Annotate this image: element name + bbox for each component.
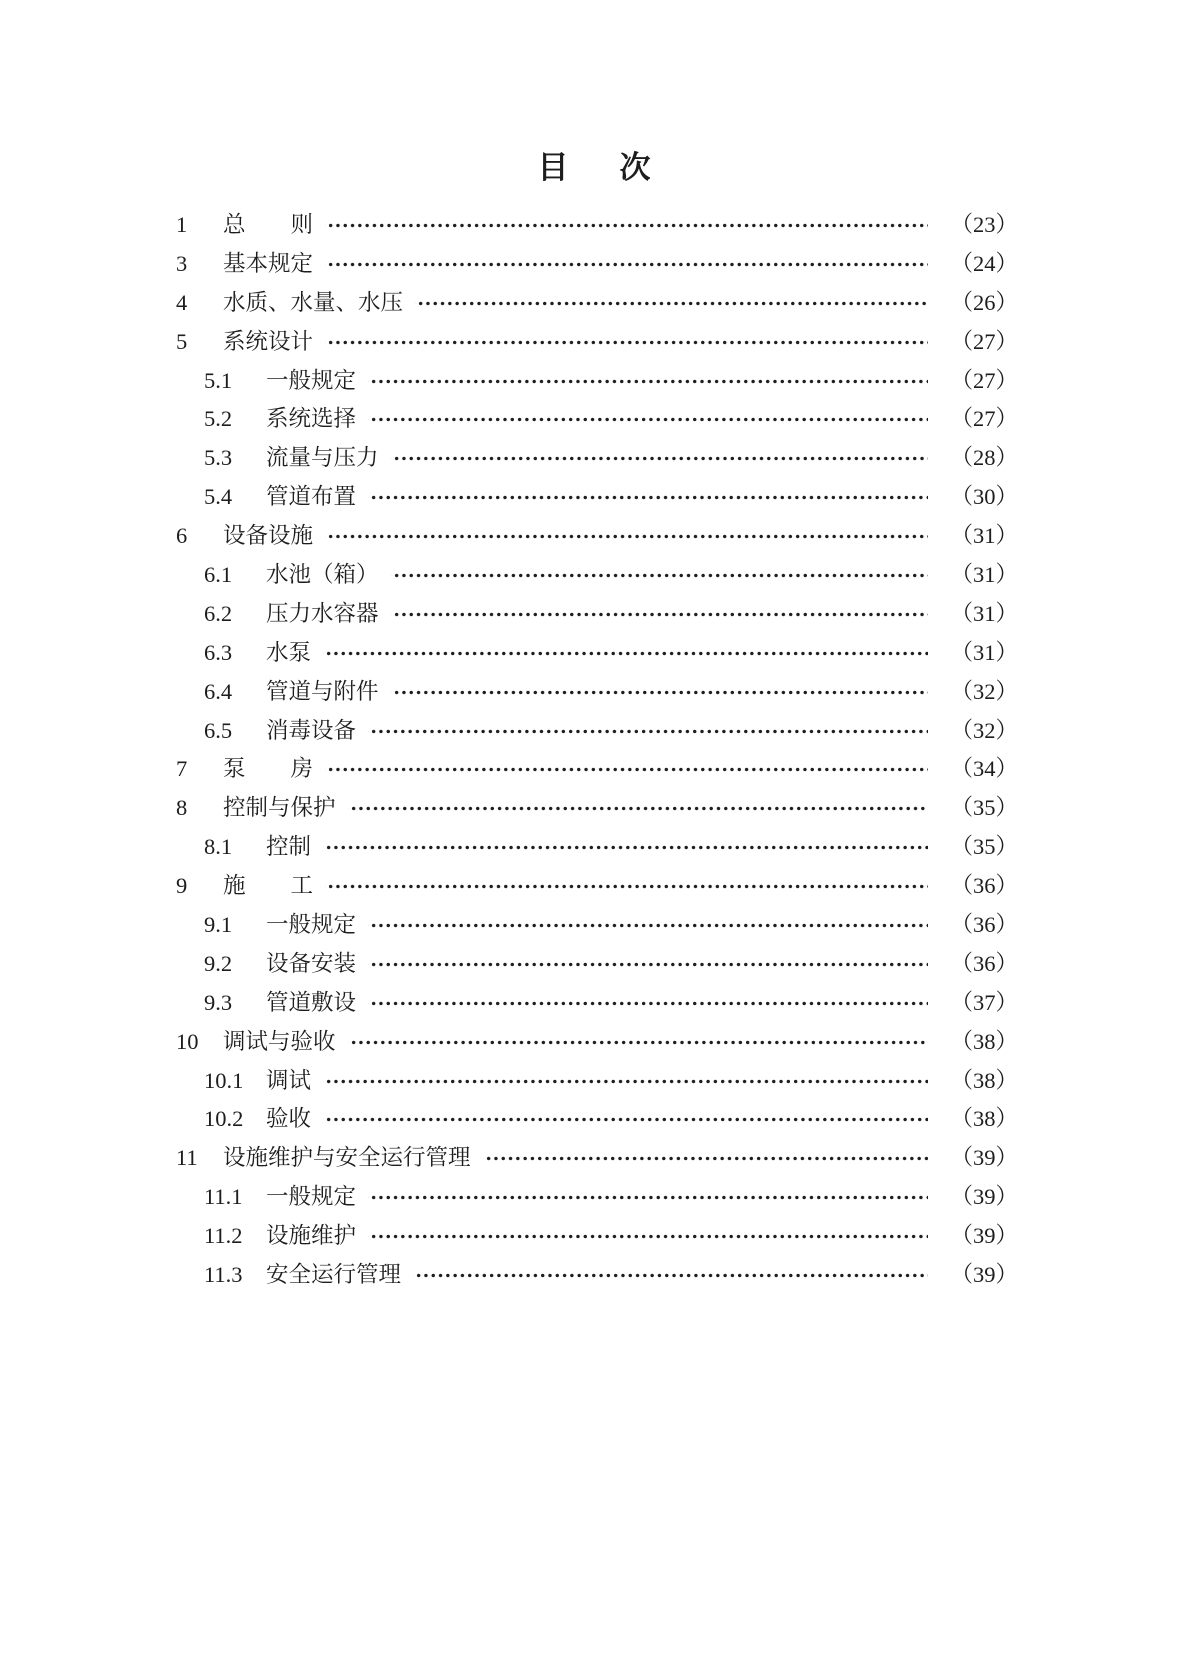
toc-entry bbox=[176, 1023, 1018, 1062]
toc-entry-title: 一般规定 bbox=[266, 367, 357, 393]
toc-entry-title: 泵 房 bbox=[223, 756, 314, 782]
toc-entry-title: 消毒设备 bbox=[266, 717, 357, 743]
toc-entry bbox=[176, 400, 1018, 439]
toc-entry bbox=[176, 712, 1018, 751]
toc-entry-page: （26） bbox=[950, 289, 1018, 315]
toc-entry-page: （39） bbox=[950, 1223, 1018, 1249]
toc-entry-number: 8.1 bbox=[204, 834, 233, 860]
toc-entry bbox=[176, 1062, 1018, 1101]
toc-entry bbox=[176, 1217, 1018, 1256]
toc-entry bbox=[176, 634, 1018, 673]
toc-entry-number: 5.2 bbox=[204, 406, 233, 432]
toc-entry-title: 验收 bbox=[266, 1106, 312, 1132]
toc-entry-title: 控制与保护 bbox=[223, 795, 336, 821]
toc-entry-page: （36） bbox=[950, 873, 1018, 899]
dot-leader bbox=[368, 984, 928, 1023]
toc-entry-number: 6.5 bbox=[204, 717, 233, 743]
dot-leader bbox=[413, 1256, 928, 1295]
dot-leader bbox=[325, 867, 928, 906]
toc-entry-number: 10 bbox=[176, 1028, 199, 1054]
toc-entry bbox=[176, 323, 1018, 362]
toc-entry-page: （37） bbox=[950, 989, 1018, 1015]
toc-entry-number: 6.3 bbox=[204, 639, 233, 665]
dot-leader bbox=[391, 595, 928, 634]
toc-entry-number: 6.4 bbox=[204, 678, 233, 704]
dot-leader bbox=[323, 1100, 928, 1139]
dot-leader bbox=[415, 284, 928, 323]
toc-entry-title: 系统设计 bbox=[223, 328, 314, 354]
toc-entry-number: 7 bbox=[176, 756, 188, 782]
toc-entry-number: 11.1 bbox=[204, 1184, 243, 1210]
toc-entry-number: 6 bbox=[176, 523, 188, 549]
toc-entry bbox=[176, 789, 1018, 828]
dot-leader bbox=[348, 789, 928, 828]
dot-leader bbox=[325, 517, 928, 556]
toc-entry-page: （31） bbox=[950, 600, 1018, 626]
toc-entry bbox=[176, 1100, 1018, 1139]
toc-entry-title: 基本规定 bbox=[223, 250, 314, 276]
toc-entry bbox=[176, 906, 1018, 945]
dot-leader bbox=[368, 712, 928, 751]
toc-entry-title: 设备安装 bbox=[266, 950, 357, 976]
toc-entry-title: 管道与附件 bbox=[266, 678, 379, 704]
toc-entry-number: 6.2 bbox=[204, 600, 233, 626]
toc-entry-page: （31） bbox=[950, 639, 1018, 665]
toc-entry-number: 3 bbox=[176, 250, 188, 276]
toc-entry-page: （38） bbox=[950, 1028, 1018, 1054]
toc-entry bbox=[176, 517, 1018, 556]
toc-entry-page: （39） bbox=[950, 1145, 1018, 1171]
dot-leader bbox=[323, 828, 928, 867]
toc-entry bbox=[176, 245, 1018, 284]
toc-entry-title: 总 则 bbox=[223, 212, 314, 237]
toc-entry-page: （39） bbox=[950, 1262, 1018, 1288]
toc-entry-title: 压力水容器 bbox=[266, 600, 379, 626]
toc-entry-number: 10.2 bbox=[204, 1106, 244, 1132]
dot-leader bbox=[323, 634, 928, 673]
dot-leader bbox=[368, 1217, 928, 1256]
dot-leader bbox=[325, 750, 928, 789]
toc-entry-title: 水泵 bbox=[266, 639, 312, 665]
toc-entry-page: （27） bbox=[950, 406, 1018, 432]
toc-entry bbox=[176, 478, 1018, 517]
toc-entry-title: 水池（箱） bbox=[266, 562, 379, 588]
dot-leader bbox=[323, 1062, 928, 1101]
dot-leader bbox=[368, 400, 928, 439]
toc-entry-title: 设备设施 bbox=[223, 523, 314, 549]
toc-entry-title: 管道敷设 bbox=[266, 989, 357, 1015]
toc-entry-title: 管道布置 bbox=[266, 484, 357, 510]
toc-entry-page: （31） bbox=[950, 562, 1018, 588]
toc-entry-page: （39） bbox=[950, 1184, 1018, 1210]
toc-entry bbox=[176, 595, 1018, 634]
toc-entry-title: 系统选择 bbox=[266, 406, 357, 432]
toc-entry-number: 9.1 bbox=[204, 912, 233, 938]
dot-leader bbox=[368, 478, 928, 517]
toc-entry-number: 9.2 bbox=[204, 950, 233, 976]
dot-leader bbox=[325, 323, 928, 362]
toc-entry-page: （27） bbox=[950, 328, 1018, 354]
dot-leader bbox=[368, 362, 928, 401]
toc-entry-page: （32） bbox=[950, 717, 1018, 743]
dot-leader bbox=[325, 245, 928, 284]
toc-entry-title: 流量与压力 bbox=[266, 445, 379, 471]
toc-entry bbox=[176, 673, 1018, 712]
toc-entry bbox=[176, 867, 1018, 906]
dot-leader bbox=[483, 1139, 928, 1178]
toc-entry-page: （35） bbox=[950, 834, 1018, 860]
toc-entry-title: 施 工 bbox=[223, 873, 314, 899]
toc-entry-title: 调试 bbox=[266, 1067, 312, 1093]
toc-entry-title: 一般规定 bbox=[266, 912, 357, 938]
toc-entry-number: 8 bbox=[176, 795, 188, 821]
toc-entry bbox=[176, 1139, 1018, 1178]
dot-leader bbox=[391, 556, 928, 595]
toc-entry-title: 控制 bbox=[266, 834, 312, 860]
toc-entry-number: 11.2 bbox=[204, 1223, 243, 1249]
toc-entry-title: 安全运行管理 bbox=[266, 1262, 402, 1288]
toc-entry-number: 5.4 bbox=[204, 484, 233, 510]
toc-entry bbox=[176, 362, 1018, 401]
toc-entry-title: 设施维护 bbox=[266, 1223, 357, 1249]
page-title: 目 次 bbox=[537, 150, 661, 185]
toc-entry-title: 水质、水量、水压 bbox=[223, 289, 404, 315]
toc-entry-page: （38） bbox=[950, 1067, 1018, 1093]
toc-entry-number: 9 bbox=[176, 873, 188, 899]
toc-entry-page: （36） bbox=[950, 912, 1018, 938]
toc-entry bbox=[176, 206, 1018, 245]
toc-entry-number: 4 bbox=[176, 289, 188, 315]
toc-entry bbox=[176, 945, 1018, 984]
toc-entry bbox=[176, 1178, 1018, 1217]
toc-entry bbox=[176, 828, 1018, 867]
toc-entry-page: （23） bbox=[950, 212, 1018, 237]
toc-entry-page: （34） bbox=[950, 756, 1018, 782]
toc-entry-number: 1 bbox=[176, 212, 188, 237]
toc-entry bbox=[176, 439, 1018, 478]
toc-entry-page: （32） bbox=[950, 678, 1018, 704]
toc-entry-page: （28） bbox=[950, 445, 1018, 471]
toc-list bbox=[176, 206, 1018, 1295]
toc-entry-number: 10.1 bbox=[204, 1067, 244, 1093]
toc-entry-page: （27） bbox=[950, 367, 1018, 393]
toc-entry bbox=[176, 284, 1018, 323]
toc-entry-number: 11.3 bbox=[204, 1262, 243, 1288]
toc-entry-page: （35） bbox=[950, 795, 1018, 821]
toc-entry bbox=[176, 984, 1018, 1023]
dot-leader bbox=[391, 673, 928, 712]
toc-entry bbox=[176, 750, 1018, 789]
toc-entry-number: 5.1 bbox=[204, 367, 233, 393]
toc-entry-page: （38） bbox=[950, 1106, 1018, 1132]
dot-leader bbox=[368, 945, 928, 984]
dot-leader bbox=[325, 206, 928, 245]
toc-entry-number: 9.3 bbox=[204, 989, 233, 1015]
toc-entry-number: 6.1 bbox=[204, 562, 233, 588]
dot-leader bbox=[368, 906, 928, 945]
dot-leader bbox=[391, 439, 928, 478]
toc-entry-page: （36） bbox=[950, 950, 1018, 976]
toc-entry-number: 5 bbox=[176, 328, 188, 354]
toc-entry bbox=[176, 1256, 1018, 1295]
toc-entry-title: 一般规定 bbox=[266, 1184, 357, 1210]
toc-entry-page: （24） bbox=[950, 250, 1018, 276]
toc-entry-page: （30） bbox=[950, 484, 1018, 510]
toc-entry-page: （31） bbox=[950, 523, 1018, 549]
toc-entry-title: 设施维护与安全运行管理 bbox=[223, 1145, 471, 1171]
dot-leader bbox=[368, 1178, 928, 1217]
toc-entry bbox=[176, 556, 1018, 595]
dot-leader bbox=[348, 1023, 928, 1062]
toc-entry-number: 5.3 bbox=[204, 445, 233, 471]
toc-entry-title: 调试与验收 bbox=[223, 1028, 336, 1054]
toc-entry-number: 11 bbox=[176, 1145, 198, 1171]
